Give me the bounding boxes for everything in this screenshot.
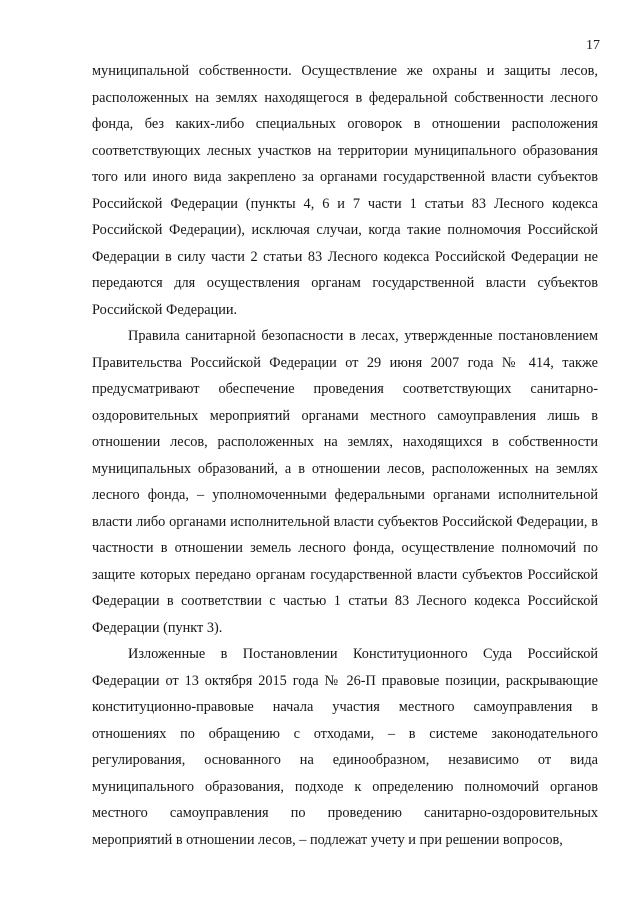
body-text (92, 58, 598, 853)
page-number: 17 (586, 38, 600, 53)
paragraph-2: Правила санитарной безопасности в лесах, утвержденные постановлением Правительства Российской Федерации от 29 июня 2007 года № 414, также предусматривают обеспечение проведения соответствующих санитарно-оздоровительных мероприятий органами местного самоуправления лишь в отношении лесов, расположенных на землях, находящихся в собственности муниципальных образований, а в отношении лесов, расположенных на землях лесного фонда, – уполномоченными федеральными органами исполнительной власти либо органами исполнительной власти субъектов Российской Федерации, в частности в отношении земель лесного фонда, осуществление полномочий по защите которых передано органам государственной власти субъектов Российской Федерации в соответствии с частью 1 статьи 83 Лесного кодекса Российской Федерации (пункт 3). (92, 328, 598, 636)
paragraph-3: Изложенные в Постановлении Конституционного Суда Российской Федерации от 13 октября 2015 года № 26-П правовые позиции, раскрывающие конституционно-правовые начала участия местного самоуправления в отношениях по обращению с отходами, – в системе законодательного регулирования, основанного на единообразном, независимо от вида муниципального образования, подходе к определению полномочий органов местного самоуправления по проведению санитарно-оздоровительных мероприятий в отношении лесов, – подлежат учету и при решении вопросов, (92, 646, 598, 848)
paragraph-1: муниципальной собственности. Осуществление же охраны и защиты лесов, расположенных на землях находящегося в федеральной собственности лесного фонда, без каких-либо специальных оговорок в отношении расположения соответствующих лесных участков на территории муниципального образования того или иного вида закреплено за органами государственной власти субъектов Российской Федерации (пункты 4, 6 и 7 части 1 статьи 83 Лесного кодекса Российской Федерации), исключая случаи, когда такие полномочия Российской Федерации в силу части 2 статьи 83 Лесного кодекса Российской Федерации не передаются для осуществления органам государственной власти субъектов Российской Федерации. (92, 63, 598, 318)
